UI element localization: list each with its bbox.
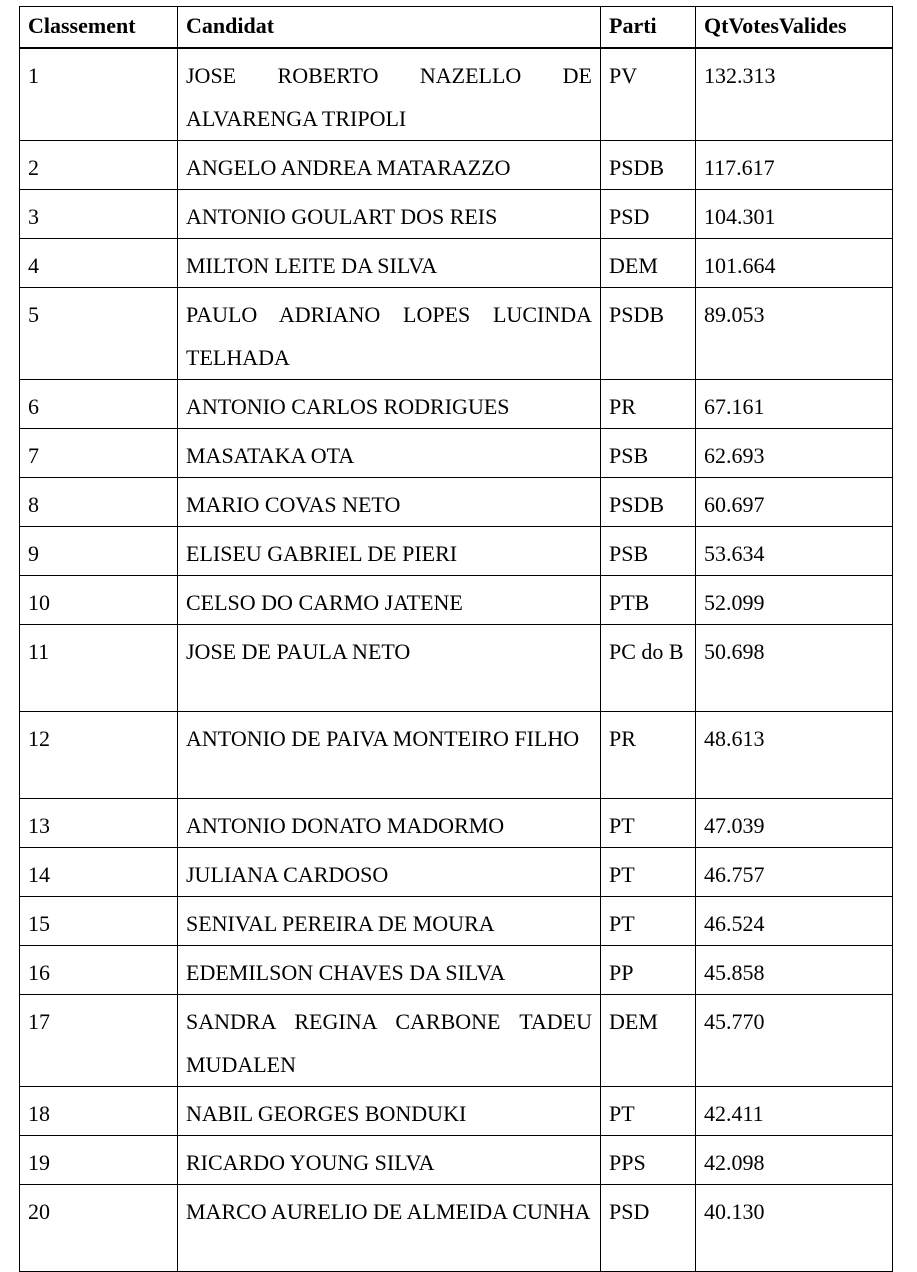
votes-cell: 40.130 — [696, 1185, 893, 1272]
party-cell: PSDB — [601, 478, 696, 527]
votes-cell: 46.757 — [696, 848, 893, 897]
votes-cell: 101.664 — [696, 239, 893, 288]
votes-cell: 67.161 — [696, 380, 893, 429]
rank-cell: 13 — [20, 799, 178, 848]
candidate-cell: ANTONIO DE PAIVA MONTEIRO FILHO — [178, 712, 601, 799]
table-row — [20, 478, 893, 527]
candidate-cell: CELSO DO CARMO JATENE — [178, 576, 601, 625]
candidate-cell: EDEMILSON CHAVES DA SILVA — [178, 946, 601, 995]
party-cell: PR — [601, 712, 696, 799]
party-cell: PPS — [601, 1136, 696, 1185]
party-cell: PSD — [601, 1185, 696, 1272]
party-cell: PV — [601, 48, 696, 141]
party-cell: PTB — [601, 576, 696, 625]
votes-cell: 60.697 — [696, 478, 893, 527]
votes-cell: 42.411 — [696, 1087, 893, 1136]
votes-cell: 89.053 — [696, 288, 893, 380]
votes-cell: 62.693 — [696, 429, 893, 478]
header-row — [20, 7, 893, 49]
table-row — [20, 1136, 893, 1185]
table-row — [20, 190, 893, 239]
votes-cell: 46.524 — [696, 897, 893, 946]
rank-cell: 10 — [20, 576, 178, 625]
votes-cell: 132.313 — [696, 48, 893, 141]
rank-cell: 2 — [20, 141, 178, 190]
party-cell: PT — [601, 848, 696, 897]
rank-cell: 17 — [20, 995, 178, 1087]
party-cell: PSB — [601, 527, 696, 576]
table-row — [20, 946, 893, 995]
table-row — [20, 48, 893, 141]
party-cell: PSDB — [601, 141, 696, 190]
rank-cell: 15 — [20, 897, 178, 946]
votes-cell: 104.301 — [696, 190, 893, 239]
table-row — [20, 1087, 893, 1136]
rank-cell: 14 — [20, 848, 178, 897]
candidate-cell: MARCO AURELIO DE ALMEIDA CUNHA — [178, 1185, 601, 1272]
rank-cell: 20 — [20, 1185, 178, 1272]
rank-cell: 19 — [20, 1136, 178, 1185]
party-cell: PSB — [601, 429, 696, 478]
candidate-cell: JULIANA CARDOSO — [178, 848, 601, 897]
candidate-cell: SANDRA REGINA CARBONE TADEU MUDALEN — [178, 995, 601, 1087]
candidate-cell: SENIVAL PEREIRA DE MOURA — [178, 897, 601, 946]
results-table — [19, 6, 893, 1272]
candidate-cell: RICARDO YOUNG SILVA — [178, 1136, 601, 1185]
candidate-cell: NABIL GEORGES BONDUKI — [178, 1087, 601, 1136]
rank-cell: 9 — [20, 527, 178, 576]
votes-cell: 42.098 — [696, 1136, 893, 1185]
table-row — [20, 995, 893, 1087]
party-cell: PP — [601, 946, 696, 995]
candidate-cell: JOSE ROBERTO NAZELLO DE ALVARENGA TRIPOLI — [178, 48, 601, 141]
header-rank: Classement — [20, 7, 178, 49]
candidate-cell: ANTONIO CARLOS RODRIGUES — [178, 380, 601, 429]
table-row — [20, 625, 893, 712]
candidate-cell: MARIO COVAS NETO — [178, 478, 601, 527]
header-candidate: Candidat — [178, 7, 601, 49]
table-row — [20, 1185, 893, 1272]
rank-cell: 3 — [20, 190, 178, 239]
candidate-cell: ELISEU GABRIEL DE PIERI — [178, 527, 601, 576]
party-cell: DEM — [601, 239, 696, 288]
rank-cell: 11 — [20, 625, 178, 712]
party-cell: PT — [601, 897, 696, 946]
table-row — [20, 799, 893, 848]
party-cell: PT — [601, 1087, 696, 1136]
votes-cell: 52.099 — [696, 576, 893, 625]
party-cell: PT — [601, 799, 696, 848]
candidate-cell: ANGELO ANDREA MATARAZZO — [178, 141, 601, 190]
table-row — [20, 380, 893, 429]
rank-cell: 12 — [20, 712, 178, 799]
votes-cell: 48.613 — [696, 712, 893, 799]
votes-cell: 45.858 — [696, 946, 893, 995]
votes-cell: 45.770 — [696, 995, 893, 1087]
candidate-cell: MILTON LEITE DA SILVA — [178, 239, 601, 288]
rank-cell: 5 — [20, 288, 178, 380]
votes-cell: 117.617 — [696, 141, 893, 190]
rank-cell: 4 — [20, 239, 178, 288]
party-cell: PSD — [601, 190, 696, 239]
rank-cell: 7 — [20, 429, 178, 478]
table-row — [20, 288, 893, 380]
header-party: Parti — [601, 7, 696, 49]
table-body — [20, 48, 893, 1272]
party-cell: PSDB — [601, 288, 696, 380]
table-row — [20, 429, 893, 478]
rank-cell: 6 — [20, 380, 178, 429]
party-cell: DEM — [601, 995, 696, 1087]
rank-cell: 18 — [20, 1087, 178, 1136]
votes-cell: 47.039 — [696, 799, 893, 848]
candidate-cell: ANTONIO DONATO MADORMO — [178, 799, 601, 848]
header-votes: QtVotesValides — [696, 7, 893, 49]
table-row — [20, 576, 893, 625]
candidate-cell: MASATAKA OTA — [178, 429, 601, 478]
table-row — [20, 848, 893, 897]
candidate-cell: JOSE DE PAULA NETO — [178, 625, 601, 712]
rank-cell: 1 — [20, 48, 178, 141]
rank-cell: 8 — [20, 478, 178, 527]
candidate-cell: PAULO ADRIANO LOPES LUCINDA TELHADA — [178, 288, 601, 380]
votes-cell: 50.698 — [696, 625, 893, 712]
table-row — [20, 527, 893, 576]
votes-cell: 53.634 — [696, 527, 893, 576]
rank-cell: 16 — [20, 946, 178, 995]
candidate-cell: ANTONIO GOULART DOS REIS — [178, 190, 601, 239]
table-row — [20, 712, 893, 799]
table-row — [20, 239, 893, 288]
party-cell: PR — [601, 380, 696, 429]
table-row — [20, 897, 893, 946]
table-row — [20, 141, 893, 190]
party-cell: PC do B — [601, 625, 696, 712]
